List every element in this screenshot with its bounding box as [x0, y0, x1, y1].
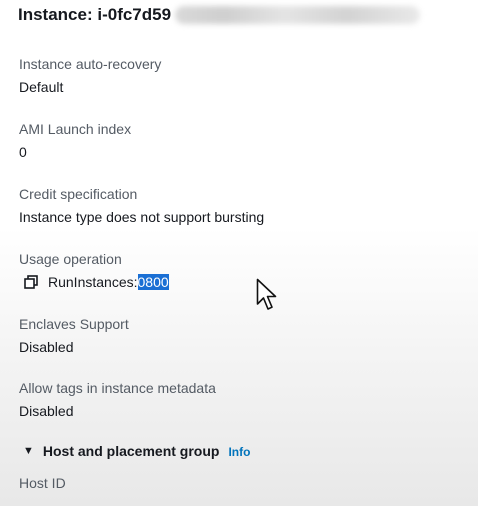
field-enclaves-support: [19, 315, 459, 356]
field-value: Instance type does not support bursting: [19, 209, 265, 225]
field-label: Instance auto-recovery: [19, 56, 162, 72]
caret-down-icon: ▼: [23, 445, 34, 457]
field-label: AMI Launch index: [19, 121, 132, 137]
field-ami-launch-index: [19, 120, 459, 161]
info-link[interactable]: Info: [228, 445, 251, 459]
copy-icon[interactable]: [24, 275, 38, 289]
redacted-instance-id: [175, 6, 420, 24]
field-value: Default: [19, 79, 64, 95]
field-label: Allow tags in instance metadata: [19, 380, 216, 396]
field-credit-specification: [19, 185, 459, 226]
field-label: Enclaves Support: [19, 316, 129, 332]
field-value: Disabled: [19, 339, 74, 355]
field-usage-operation: [19, 250, 459, 291]
field-value: Disabled: [19, 403, 74, 419]
field-instance-auto-recovery: [19, 55, 459, 96]
instance-title: Instance: i-0fc7d59: [18, 5, 172, 24]
usage-operation-value-row: [24, 273, 459, 291]
usage-operation-value[interactable]: [48, 274, 169, 290]
mouse-pointer-icon: [256, 278, 278, 312]
usage-operation-prefix: RunInstances:: [48, 274, 138, 290]
field-label: Host ID: [19, 475, 66, 491]
field-value: 0: [19, 144, 27, 160]
field-allow-tags-in-instance-metadata: [19, 379, 459, 420]
field-label: Usage operation: [19, 251, 122, 267]
field-host-id: [19, 474, 459, 492]
host-placement-group-toggle[interactable]: [23, 443, 250, 459]
selected-text: 0800: [137, 274, 169, 290]
field-label: Credit specification: [19, 186, 138, 202]
instance-header: [18, 3, 420, 27]
section-title: Host and placement group: [42, 443, 220, 459]
